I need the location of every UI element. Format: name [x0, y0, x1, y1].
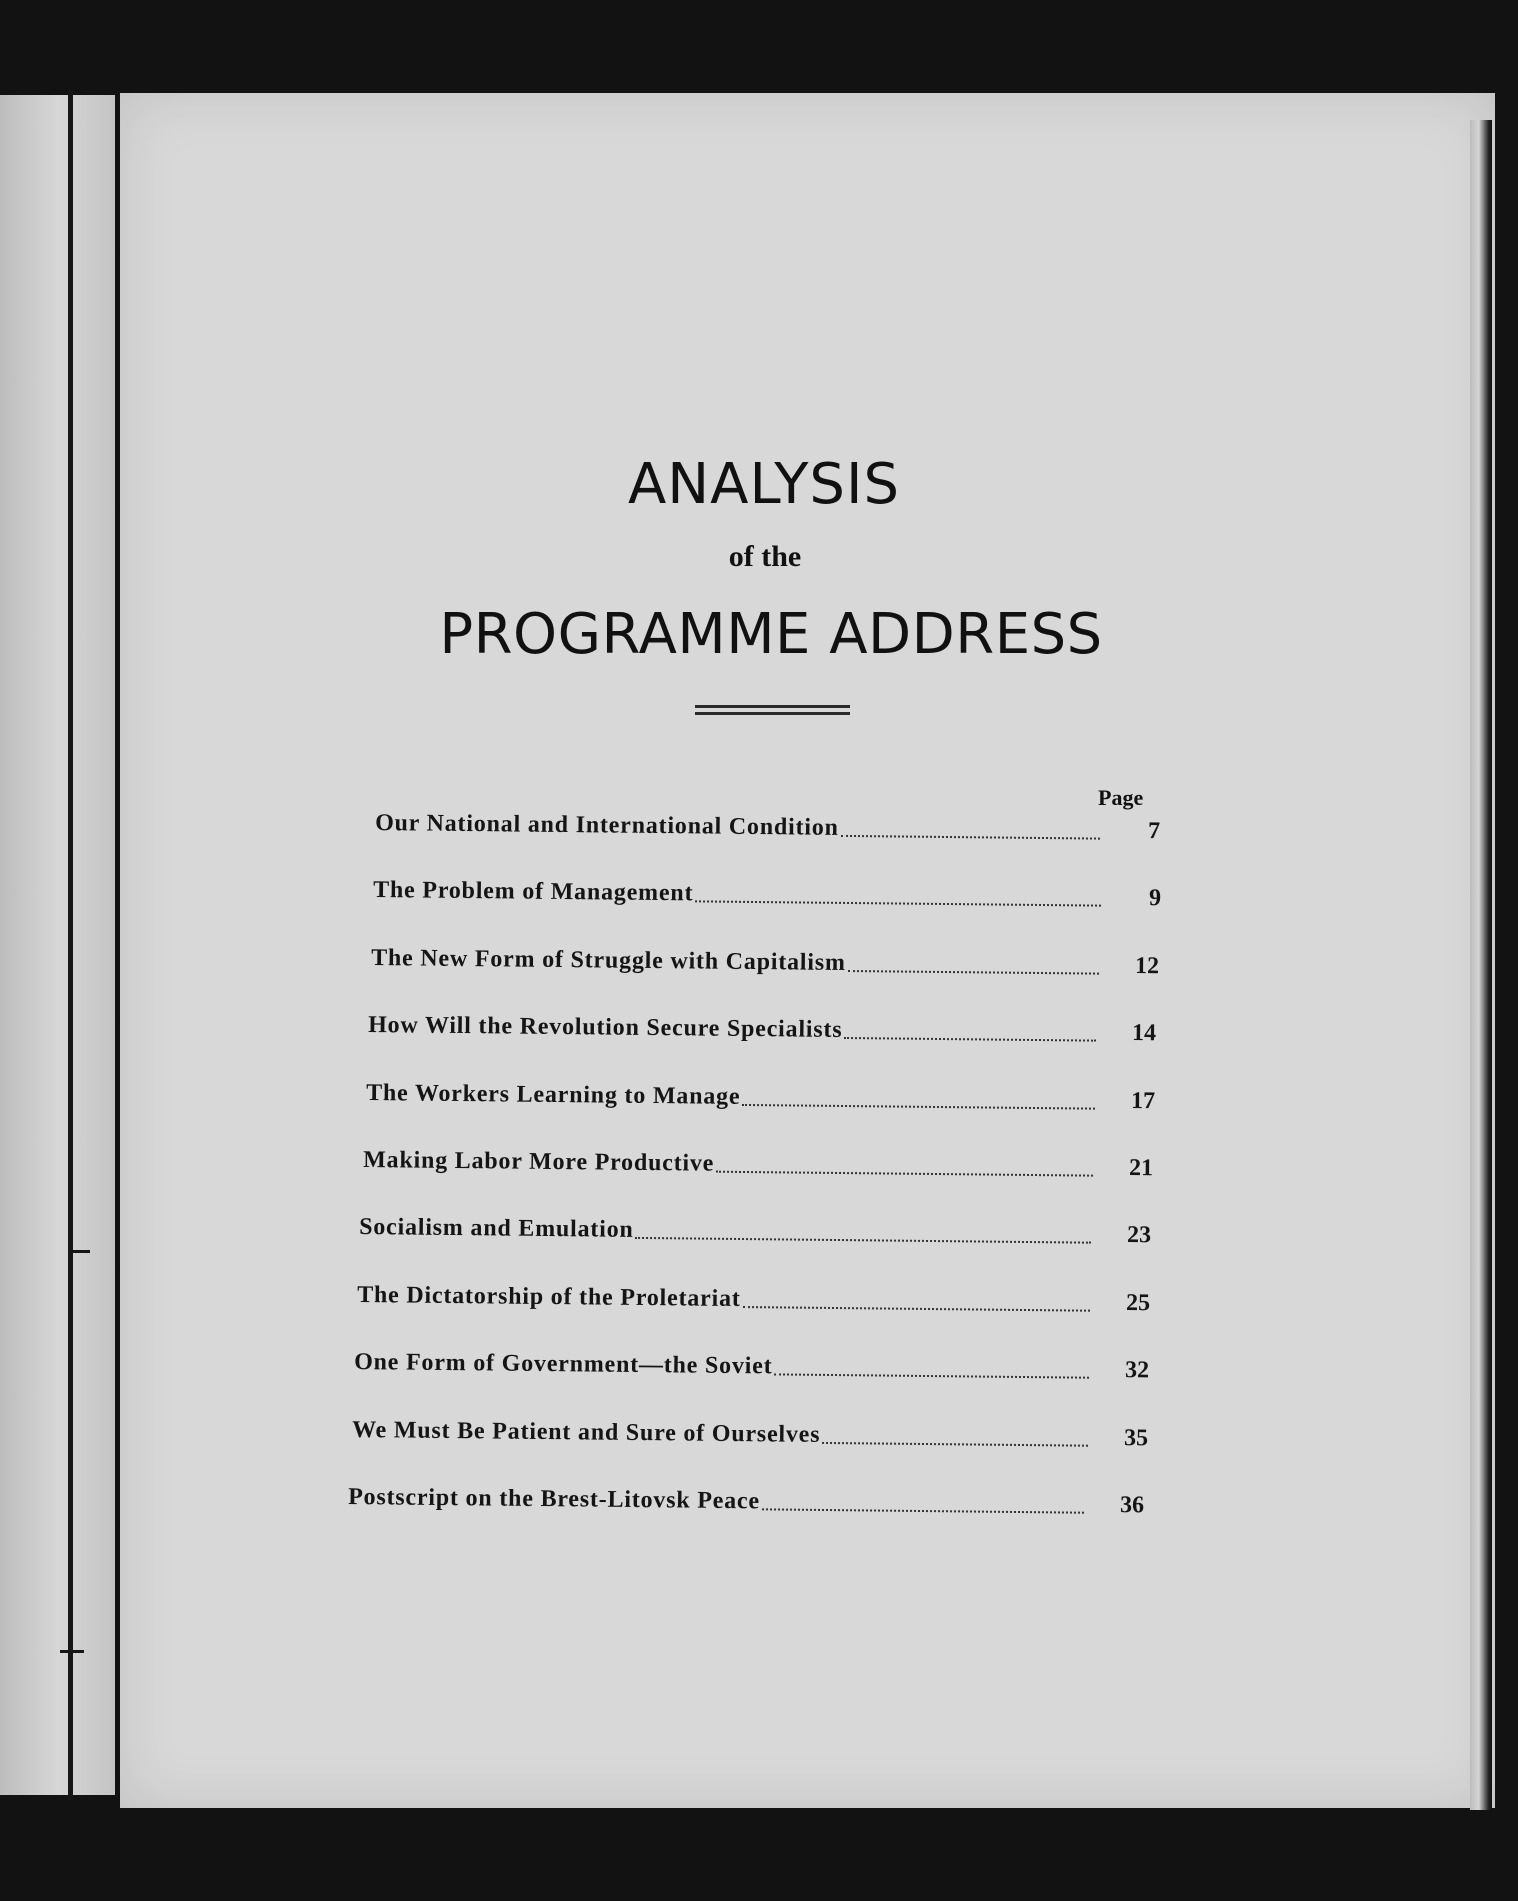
- toc-entry-title: The Problem of Management: [373, 877, 694, 907]
- book-spine: [68, 90, 73, 1800]
- decorative-rule: [695, 712, 850, 715]
- toc-entry-page: 32: [1124, 1357, 1150, 1384]
- toc-entry-page: 23: [1126, 1222, 1152, 1249]
- toc-entry-title: The Workers Learning to Manage: [366, 1080, 741, 1110]
- dot-leader: [762, 1508, 1084, 1513]
- spine-mark: [68, 1250, 90, 1253]
- dot-leader: [844, 1037, 1096, 1042]
- toc-entry-title: How Will the Revolution Secure Specialists: [368, 1012, 843, 1043]
- toc-entry-title: We Must Be Patient and Sure of Ourselves: [352, 1417, 821, 1448]
- dot-leader: [695, 900, 1101, 906]
- toc-entry-title: The New Form of Struggle with Capitalism: [371, 945, 846, 976]
- dot-leader: [716, 1171, 1093, 1177]
- dot-leader: [742, 1104, 1095, 1110]
- previous-page-edge: [0, 95, 115, 1795]
- dot-leader: [774, 1373, 1089, 1378]
- title-analysis: ANALYSIS: [627, 452, 901, 517]
- title-programme-address: PROGRAMME ADDRESS: [439, 602, 1103, 667]
- toc-entry-page: 36: [1119, 1492, 1145, 1519]
- dot-leader: [743, 1306, 1091, 1312]
- toc-entry-page: 25: [1125, 1290, 1151, 1317]
- toc-entry-title: The Dictatorship of the Proletariat: [357, 1282, 741, 1313]
- toc-entry-page: 12: [1134, 953, 1160, 980]
- page-edge: [1470, 120, 1492, 1810]
- toc-entry-title: Postscript on the Brest-Litovsk Peace: [348, 1484, 761, 1515]
- toc-entry-page: 17: [1130, 1088, 1156, 1115]
- dot-leader: [848, 970, 1099, 975]
- dot-leader: [822, 1442, 1088, 1447]
- toc-entry-page: 21: [1128, 1155, 1154, 1182]
- toc-entry-page: 9: [1148, 885, 1162, 912]
- toc-entry-page: 14: [1131, 1020, 1157, 1047]
- title-of-the: of the: [728, 540, 802, 573]
- toc-entry-page: 7: [1147, 818, 1161, 845]
- dot-leader: [841, 835, 1100, 840]
- toc-entry-title: Making Labor More Productive: [363, 1147, 715, 1177]
- dot-leader: [636, 1237, 1092, 1244]
- page-column-label: Page: [1098, 785, 1144, 810]
- decorative-rule: [695, 705, 850, 708]
- toc-entry-title: One Form of Government—the Soviet: [354, 1349, 773, 1380]
- toc-entry-title: Socialism and Emulation: [359, 1214, 634, 1243]
- toc-entry-title: Our National and International Condition: [375, 810, 839, 841]
- toc-entry-page: 35: [1123, 1425, 1149, 1452]
- spine-mark: [60, 1650, 84, 1653]
